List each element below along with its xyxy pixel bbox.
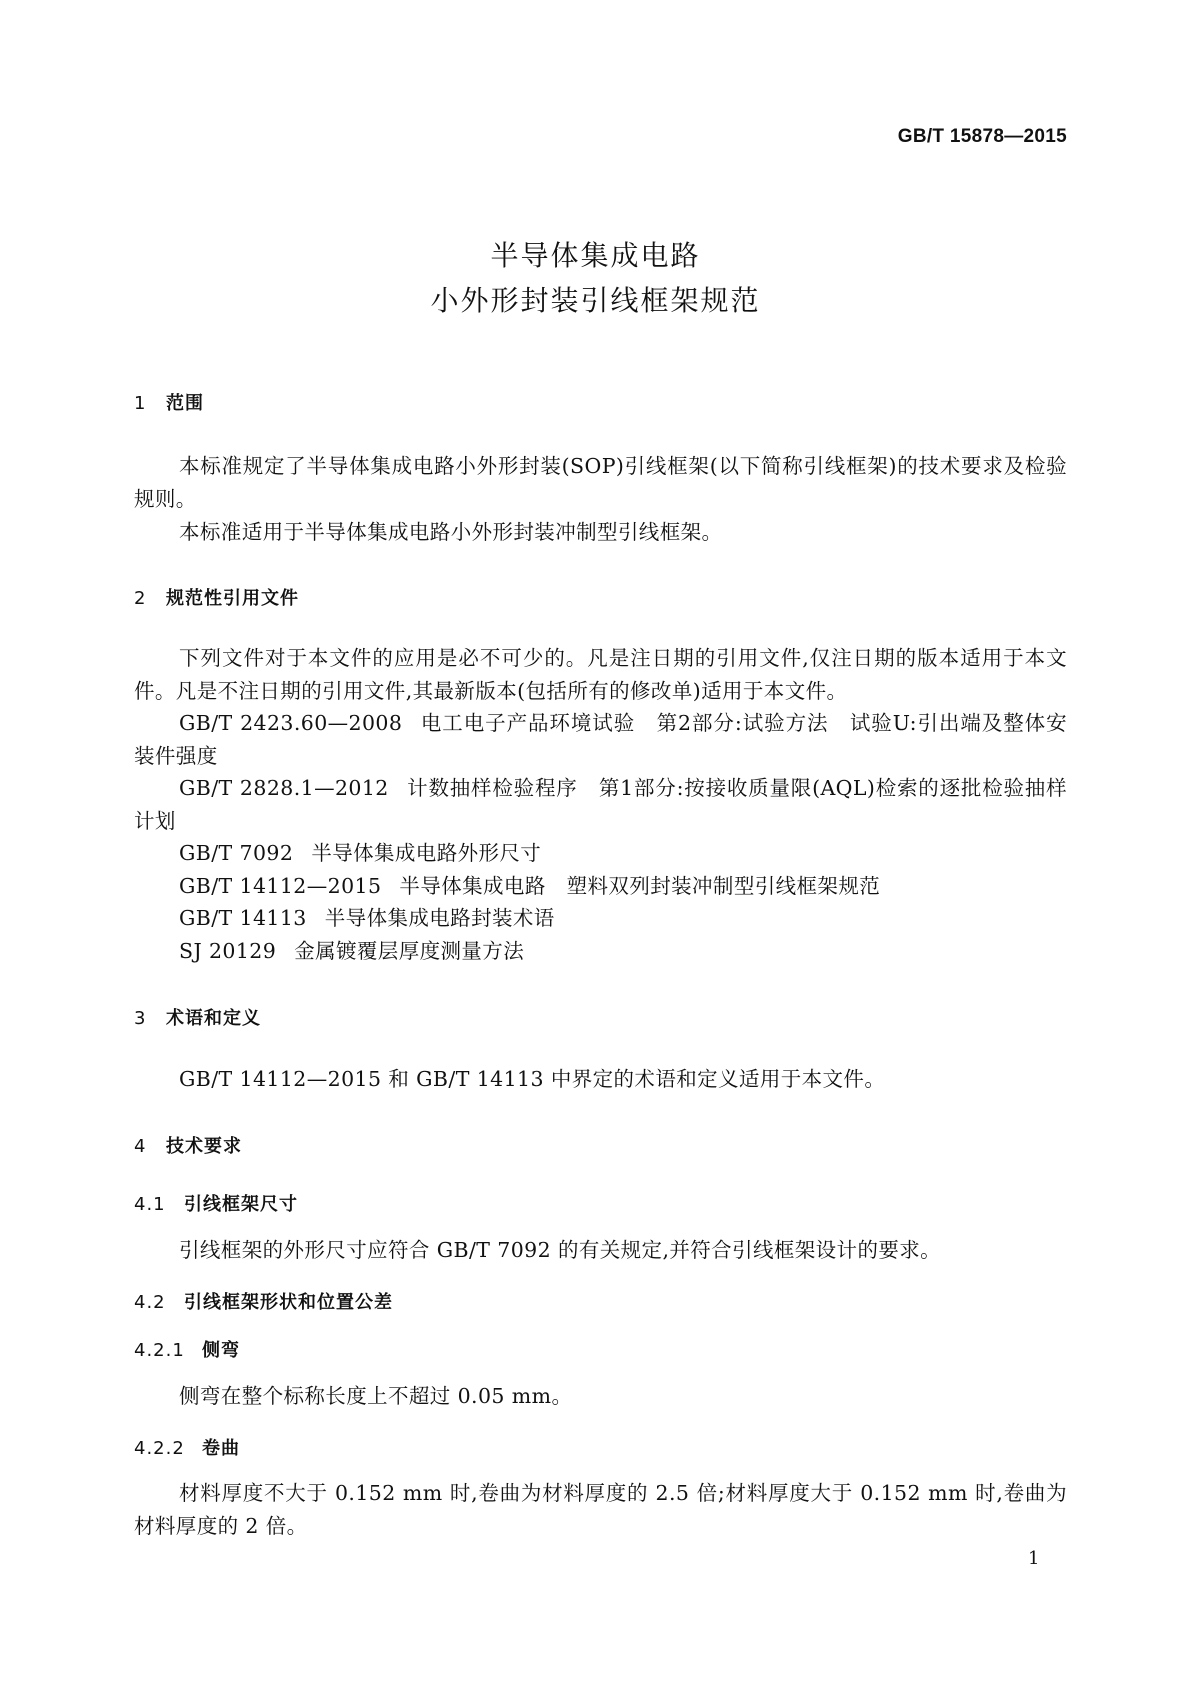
section-4-2-heading bbox=[134, 1288, 393, 1314]
title-line-2: 小外形封装引线框架规范 bbox=[430, 284, 761, 317]
section-title: 引线框架尺寸 bbox=[184, 1194, 298, 1215]
reference-item bbox=[179, 837, 541, 870]
section-2-heading bbox=[134, 584, 299, 610]
paragraph: 引线框架的外形尺寸应符合 GB/T 7092 的有关规定,并符合引线框架设计的要求。 bbox=[179, 1238, 942, 1262]
standard-number: GB/T 15878—2015 bbox=[897, 126, 1067, 147]
reference-title: 半导体集成电路外形尺寸 bbox=[311, 841, 542, 865]
reference-code: GB/T 2828.1—2012 bbox=[179, 776, 389, 800]
reference-code: GB/T 7092 bbox=[179, 841, 294, 865]
section-1-heading bbox=[134, 389, 204, 415]
paragraph: 侧弯在整个标称长度上不超过 0.05 mm。 bbox=[179, 1384, 573, 1408]
section-title: 侧弯 bbox=[202, 1340, 240, 1361]
paragraph: GB/T 14112—2015 和 GB/T 14113 中界定的术语和定义适用于本文件。 bbox=[179, 1067, 886, 1091]
section-4-heading bbox=[134, 1132, 242, 1158]
reference-title: 电工电子产品环境试验 第2部分:试验方法 试验U:引出端及整体安装件强度 bbox=[134, 711, 1067, 768]
section-title: 规范性引用文件 bbox=[166, 588, 299, 609]
section-title: 引线框架形状和位置公差 bbox=[184, 1292, 393, 1313]
reference-item bbox=[134, 707, 1067, 772]
reference-title: 计数抽样检验程序 第1部分:按接收质量限(AQL)检索的逐批检验抽样计划 bbox=[134, 776, 1067, 833]
paragraph: 下列文件对于本文件的应用是必不可少的。凡是注日期的引用文件,仅注日期的版本适用于本文件。凡是不注日期的引用文件,其最新版本(包括所有的修改单)适用于本文件。 bbox=[134, 646, 1067, 703]
section-number: 1 bbox=[134, 393, 147, 414]
reference-code: GB/T 2423.60—2008 bbox=[179, 711, 403, 735]
section-title: 技术要求 bbox=[166, 1136, 242, 1157]
section-number: 4 bbox=[134, 1136, 147, 1157]
section-3-heading bbox=[134, 1004, 261, 1030]
paragraph: 本标准规定了半导体集成电路小外形封装(SOP)引线框架(以下简称引线框架)的技术要求及检验规则。 bbox=[134, 454, 1067, 511]
reference-item bbox=[134, 772, 1067, 837]
section-title: 范围 bbox=[166, 393, 204, 414]
reference-item bbox=[179, 902, 555, 935]
section-number: 4.2.1 bbox=[134, 1340, 185, 1361]
section-number: 4.2 bbox=[134, 1292, 166, 1313]
page-number: 1 bbox=[1028, 1548, 1040, 1569]
section-4-2-1-heading bbox=[134, 1336, 240, 1362]
section-number: 3 bbox=[134, 1008, 147, 1029]
section-4-1-heading bbox=[134, 1190, 298, 1216]
reference-code: GB/T 14113 bbox=[179, 906, 307, 930]
reference-title: 金属镀覆层厚度测量方法 bbox=[294, 939, 525, 963]
reference-item bbox=[179, 870, 880, 903]
reference-item bbox=[179, 935, 524, 968]
paragraph: 本标准适用于半导体集成电路小外形封装冲制型引线框架。 bbox=[179, 520, 723, 544]
section-number: 4.1 bbox=[134, 1194, 166, 1215]
reference-title: 半导体集成电路 塑料双列封装冲制型引线框架规范 bbox=[399, 874, 881, 898]
section-title: 术语和定义 bbox=[166, 1008, 261, 1029]
reference-code: SJ 20129 bbox=[179, 939, 277, 963]
section-number: 4.2.2 bbox=[134, 1438, 185, 1459]
title-line-1: 半导体集成电路 bbox=[490, 239, 701, 272]
section-title: 卷曲 bbox=[202, 1438, 240, 1459]
section-number: 2 bbox=[134, 588, 147, 609]
reference-title: 半导体集成电路封装术语 bbox=[324, 906, 555, 930]
section-4-2-2-heading bbox=[134, 1434, 240, 1460]
reference-code: GB/T 14112—2015 bbox=[179, 874, 382, 898]
paragraph: 材料厚度不大于 0.152 mm 时,卷曲为材料厚度的 2.5 倍;材料厚度大于 0.152 mm 时,卷曲为材料厚度的 2 倍。 bbox=[134, 1481, 1067, 1538]
